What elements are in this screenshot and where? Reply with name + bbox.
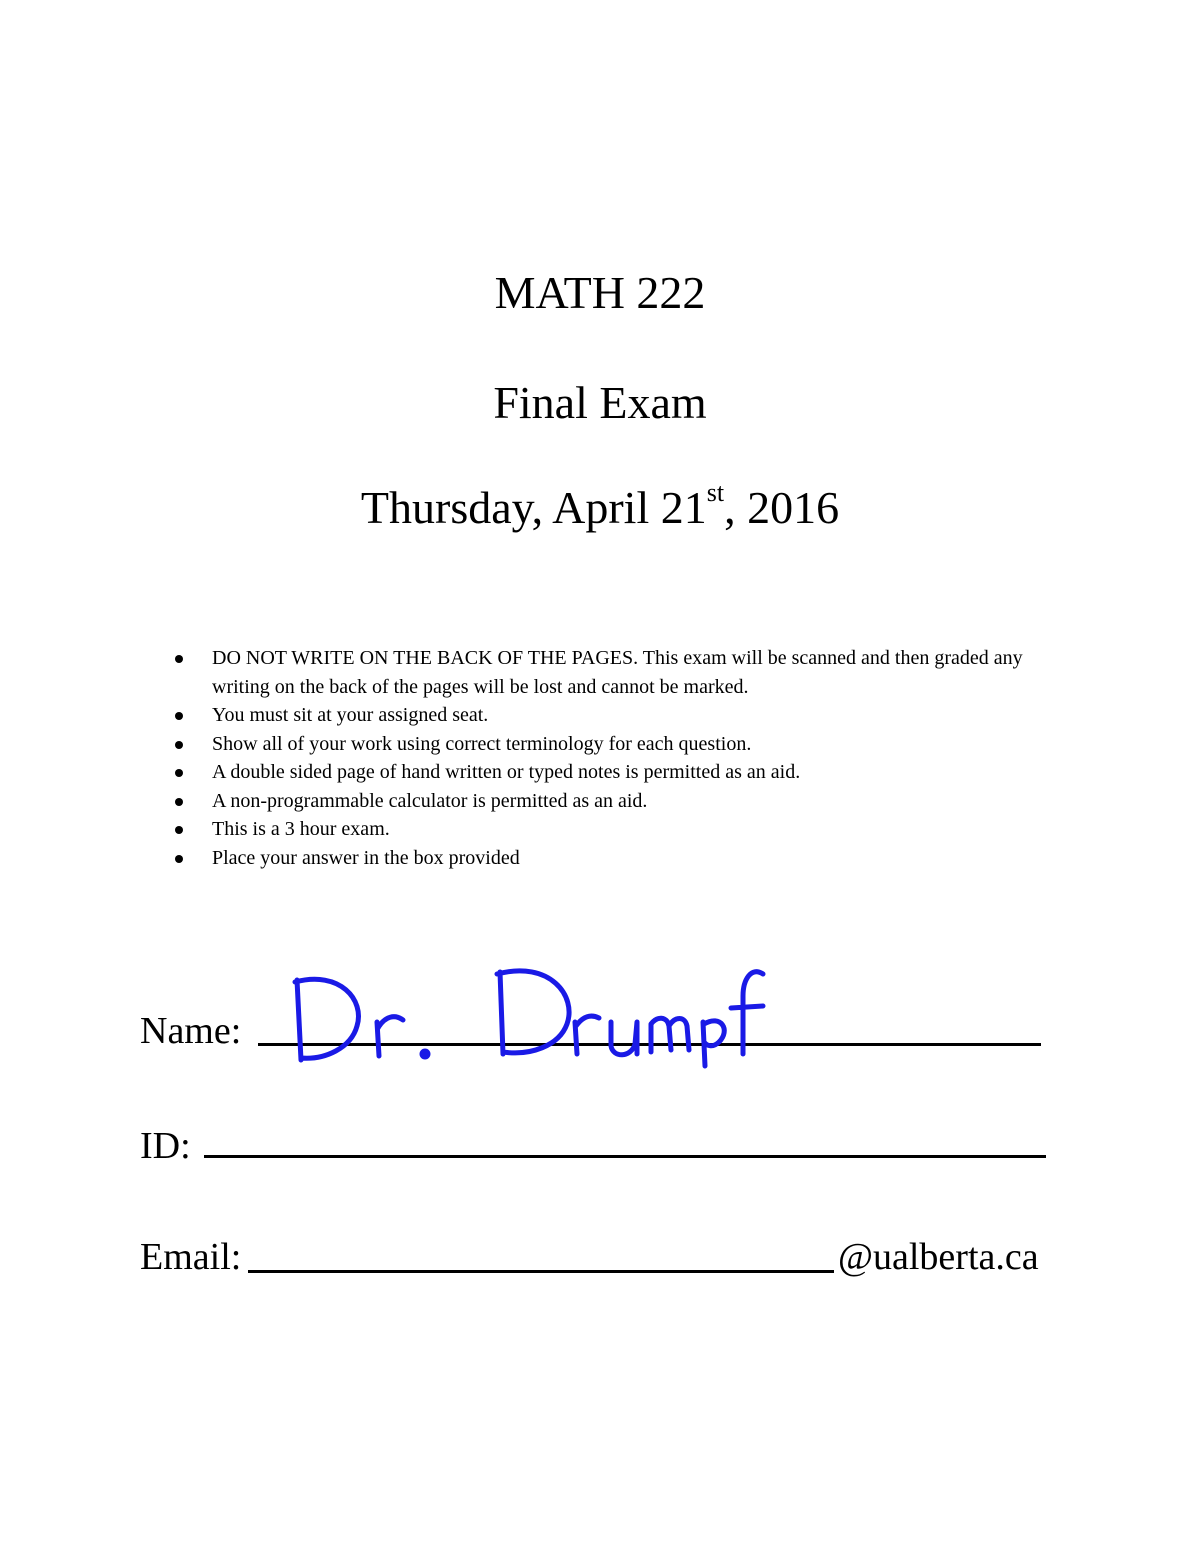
bullet-icon bbox=[175, 712, 183, 720]
course-title: MATH 222 bbox=[494, 267, 706, 318]
id-label: ID: bbox=[140, 1125, 191, 1167]
email-field[interactable] bbox=[248, 1270, 834, 1273]
instruction-text: Place your answer in the box provided bbox=[212, 846, 520, 869]
instruction-item bbox=[170, 644, 1050, 701]
bullet-icon bbox=[175, 826, 183, 834]
instruction-item bbox=[170, 787, 1050, 816]
signature-stroke-r bbox=[377, 1017, 403, 1056]
instruction-item bbox=[170, 701, 1050, 730]
id-field[interactable] bbox=[204, 1155, 1046, 1158]
exam-date-ordinal: st bbox=[706, 477, 725, 507]
instruction-text: A non-programmable calculator is permitted as an aid. bbox=[212, 789, 648, 812]
signature-dot bbox=[422, 1051, 428, 1057]
signature-stroke-p bbox=[703, 1021, 724, 1066]
instructions-list bbox=[170, 644, 1050, 872]
signature-stroke-f bbox=[731, 972, 763, 1054]
instruction-text: A double sided page of hand written or typed notes is permitted as an aid. bbox=[212, 761, 801, 783]
instruction-text: Show all of your work using correct terminology for each question. bbox=[212, 732, 752, 755]
exam-date-year: , 2016 bbox=[724, 482, 840, 533]
bullet-icon bbox=[175, 769, 183, 777]
signature-stroke-D bbox=[295, 979, 358, 1060]
signature-stroke-r2 bbox=[575, 1016, 599, 1054]
bullet-icon bbox=[175, 741, 183, 749]
handwritten-name bbox=[285, 960, 775, 1070]
exam-title: Final Exam bbox=[493, 377, 707, 428]
signature-stroke-m bbox=[651, 1018, 689, 1052]
bullet-icon bbox=[175, 798, 183, 806]
instruction-text: DO NOT WRITE ON THE BACK OF THE PAGES. This exam will be scanned and then graded any writing on the back of the pages will be lost and cannot be marked. bbox=[212, 647, 1023, 698]
bullet-icon bbox=[175, 855, 183, 863]
email-domain: @ualberta.ca bbox=[838, 1236, 1039, 1278]
instruction-text: This is a 3 hour exam. bbox=[212, 818, 390, 840]
instruction-item bbox=[170, 844, 1050, 873]
email-label: Email: bbox=[140, 1236, 242, 1278]
bullet-icon bbox=[175, 655, 183, 663]
instruction-item bbox=[170, 758, 1050, 787]
signature-stroke-D2 bbox=[497, 971, 569, 1054]
instruction-text: You must sit at your assigned seat. bbox=[212, 704, 489, 726]
exam-date-main: Thursday, April 21 bbox=[360, 482, 707, 533]
instruction-item bbox=[170, 815, 1050, 844]
signature-stroke-u bbox=[611, 1022, 637, 1055]
name-label: Name: bbox=[140, 1010, 242, 1052]
instruction-item bbox=[170, 730, 1050, 759]
exam-date bbox=[0, 477, 1200, 533]
